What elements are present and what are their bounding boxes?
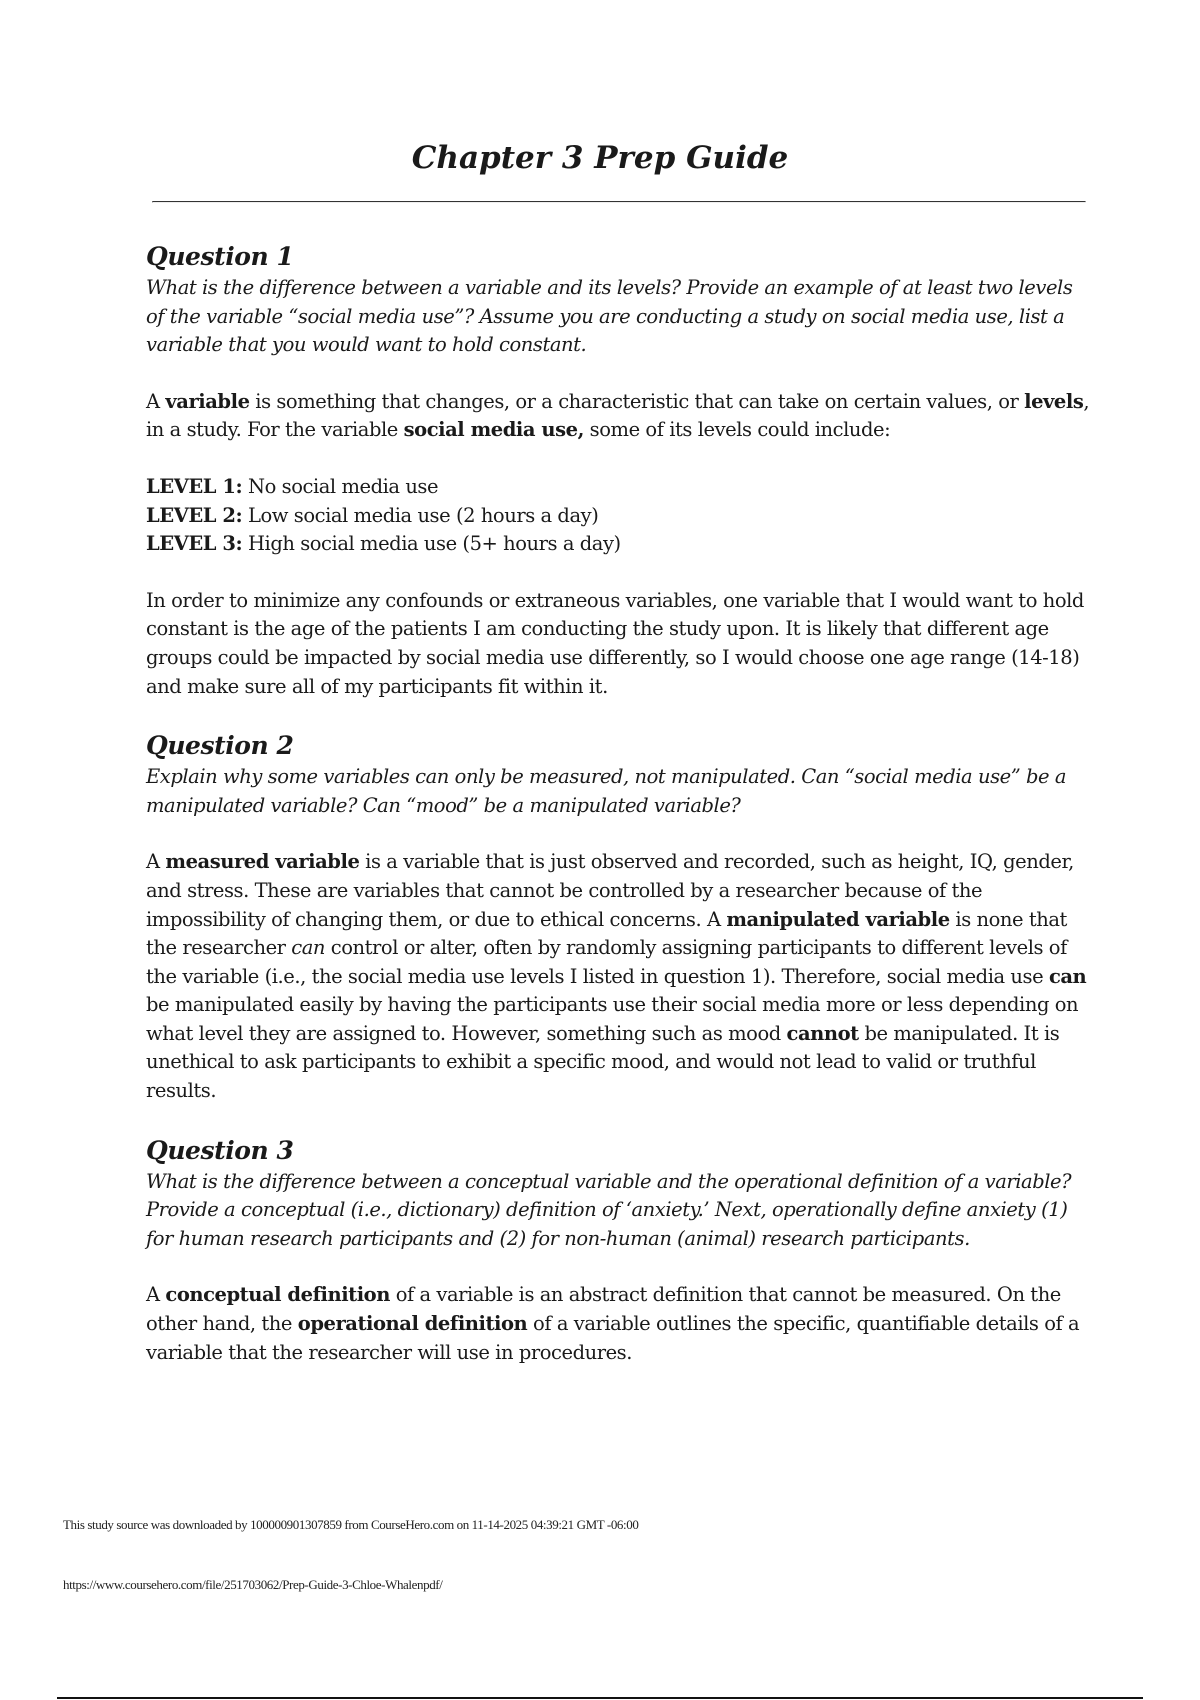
answer-text: A: [146, 850, 166, 874]
answer-term-levels: levels: [1024, 389, 1084, 413]
question-1-prompt: What is the difference between a variable and its levels? Provide an example of at least two levels of the variable “social media use”? Assume you are conducting a study on social media use, list a variable that you would want to hold constant.: [146, 276, 1073, 357]
answer-text: some of its levels could include:: [583, 418, 891, 442]
answer-text: is none that the researcher: [146, 907, 1067, 960]
answer-text: A: [146, 389, 166, 413]
question-2-heading: Question 2: [146, 731, 294, 761]
level-label: LEVEL 1:: [146, 474, 243, 498]
levels-list: [146, 473, 1092, 559]
answer-text: be manipulated easily by having the participants use their social media more or less depending on what level they are assigned to. However, something such as mood: [146, 993, 1079, 1045]
level-text: No social media use: [242, 474, 439, 498]
question-2-answer: [146, 848, 1092, 1105]
download-source-notice: This study source was downloaded by 100000901307859 from CourseHero.com on 11-14-2025 04:39:21 GMT -06:00: [63, 1517, 639, 1532]
level-label: LEVEL 3:: [146, 532, 243, 556]
answer-text: , in a study. For the variable: [146, 389, 1090, 442]
page-title: Chapter 3 Prep Guide: [411, 140, 789, 176]
answer-emphasis-can: can: [291, 936, 326, 960]
level-text: Low social media use (2 hours a day): [242, 503, 599, 527]
title-divider: [152, 201, 1086, 203]
level-item: [146, 502, 1092, 531]
answer-text: of a variable outlines the specific, quantifiable details of a variable that the researcher will use in procedures.: [146, 1312, 1080, 1364]
question-1-section: [146, 240, 1092, 701]
question-3-section: [146, 1134, 1092, 1368]
question-3-answer: [146, 1281, 1092, 1367]
question-3-heading: Question 3: [146, 1135, 294, 1165]
answer-term-cannot: cannot: [786, 1021, 859, 1045]
question-1-answer-paragraph-2: In order to minimize any confounds or extraneous variables, one variable that I would want to hold constant is the age of the patients I am conducting the study upon. It is likely that different age groups could be impacted by social media use differently, so I would choose one age range (14-18) and make sure all of my participants fit within it.: [146, 588, 1084, 698]
level-label: LEVEL 2:: [146, 503, 243, 527]
question-2-prompt: Explain why some variables can only be measured, not manipulated. Can “social media use” be a manipulated variable? Can “mood” be a manipulated variable?: [146, 765, 1067, 817]
answer-term-manipulated-variable: manipulated variable: [726, 907, 950, 931]
bottom-divider: [57, 1697, 1143, 1699]
answer-text: is a variable that is just observed and recorded, such as height, IQ, gender, and stress. These are variables that cannot be controlled by a researcher because of the impossibility of changing them, or due to ethical concerns. A: [146, 850, 1074, 931]
level-item: [146, 530, 1092, 559]
level-item: [146, 473, 1092, 502]
answer-term-variable: variable: [165, 389, 250, 413]
document-body: [146, 240, 1092, 1395]
answer-term-operational-definition: operational definition: [297, 1312, 528, 1336]
source-url[interactable]: https://www.coursehero.com/file/251703062/Prep-Guide-3-Chloe-Whalenpdf/: [63, 1577, 443, 1592]
question-1-heading: Question 1: [146, 242, 294, 271]
answer-text: be manipulated. It is unethical to ask participants to exhibit a specific mood, and would not lead to valid or truthful results.: [146, 1021, 1060, 1103]
answer-text: of a variable is an abstract definition that cannot be measured. On the other hand, the: [146, 1283, 1061, 1336]
question-3-prompt: What is the difference between a conceptual variable and the operational definition of a variable? Provide a conceptual (i.e., dictionary) definition of ‘anxiety.’ Next, operationally define anxiety (1) for human research participants and (2) for non-human (animal) research participants.: [146, 1169, 1072, 1250]
question-2-section: [146, 729, 1092, 1106]
answer-term-social-media-use: social media use,: [403, 418, 584, 442]
answer-term-can: can: [1048, 964, 1087, 988]
answer-text: control or alter, often by randomly assigning participants to different levels of the variable (i.e., the social media use levels I listed in question 1). Therefore, social media use: [146, 936, 1067, 988]
level-text: High social media use (5+ hours a day): [242, 532, 621, 556]
answer-term-conceptual-definition: conceptual definition: [165, 1283, 390, 1307]
answer-text: A: [146, 1283, 166, 1307]
answer-text: is something that changes, or a characteristic that can take on certain values, or: [249, 389, 1025, 413]
question-1-answer-paragraph-1: [146, 388, 1092, 445]
answer-term-measured-variable: measured variable: [165, 850, 360, 874]
